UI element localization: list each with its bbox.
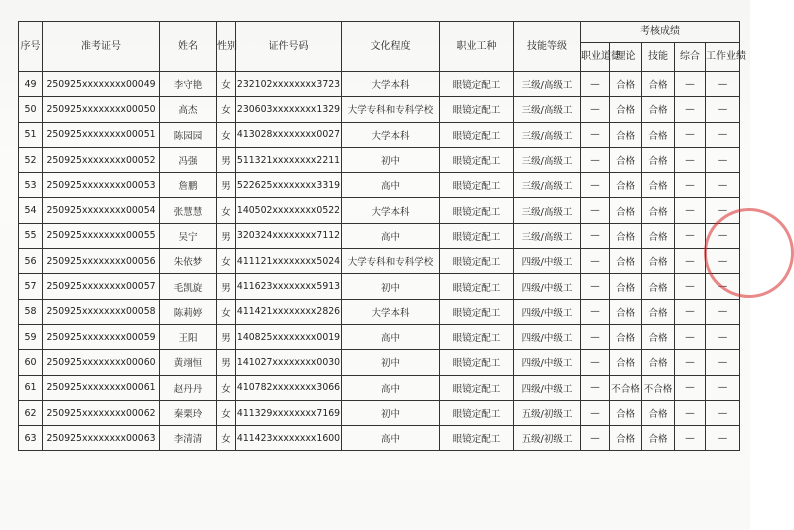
cell-occupation: 眼镜定配工	[440, 223, 514, 248]
header-row-group	[19, 22, 740, 43]
cell-skill-level: 五级/初级工	[514, 400, 581, 425]
cell-theory: 合格	[610, 324, 642, 349]
cell-skill: 合格	[642, 400, 675, 425]
cell-comprehensive: —	[675, 375, 706, 400]
cell-ethics: —	[581, 198, 610, 223]
cell-gender: 女	[217, 198, 236, 223]
cell-name: 赵丹丹	[160, 375, 217, 400]
cell-skill-level: 三级/高级工	[514, 147, 581, 172]
header-skill: 技能	[642, 43, 675, 72]
cell-work-performance: —	[706, 147, 740, 172]
cell-comprehensive: —	[675, 147, 706, 172]
cell-occupation: 眼镜定配工	[440, 426, 514, 451]
cell-id-no: 232102xxxxxxxx3723	[236, 72, 342, 97]
cell-ethics: —	[581, 223, 610, 248]
cell-exam-no: 250925xxxxxxxx00057	[43, 274, 160, 299]
cell-education: 大学本科	[342, 299, 440, 324]
cell-ethics: —	[581, 350, 610, 375]
header-assessment: 考核成绩	[581, 22, 740, 43]
cell-skill-level: 三级/高级工	[514, 198, 581, 223]
cell-education: 大学本科	[342, 72, 440, 97]
cell-exam-no: 250925xxxxxxxx00050	[43, 97, 160, 122]
cell-id-no: 140825xxxxxxxx0019	[236, 324, 342, 349]
table-row	[19, 72, 740, 97]
table-row	[19, 274, 740, 299]
cell-comprehensive: —	[675, 173, 706, 198]
cell-seq: 51	[19, 122, 43, 147]
cell-occupation: 眼镜定配工	[440, 97, 514, 122]
table-body	[19, 72, 740, 451]
cell-name: 冯强	[160, 147, 217, 172]
cell-education: 高中	[342, 426, 440, 451]
cell-work-performance: —	[706, 97, 740, 122]
cell-skill: 合格	[642, 299, 675, 324]
cell-occupation: 眼镜定配工	[440, 173, 514, 198]
cell-ethics: —	[581, 173, 610, 198]
cell-skill: 合格	[642, 147, 675, 172]
cell-comprehensive: —	[675, 299, 706, 324]
cell-skill-level: 四级/中级工	[514, 274, 581, 299]
cell-name: 吴宁	[160, 223, 217, 248]
cell-comprehensive: —	[675, 249, 706, 274]
header-id-no: 证件号码	[236, 22, 342, 72]
table-row	[19, 375, 740, 400]
cell-work-performance: —	[706, 400, 740, 425]
cell-exam-no: 250925xxxxxxxx00054	[43, 198, 160, 223]
cell-skill: 合格	[642, 72, 675, 97]
header-name: 姓名	[160, 22, 217, 72]
cell-work-performance: —	[706, 324, 740, 349]
table-row	[19, 426, 740, 451]
cell-exam-no: 250925xxxxxxxx00058	[43, 299, 160, 324]
cell-theory: 合格	[610, 426, 642, 451]
cell-theory: 合格	[610, 350, 642, 375]
cell-education: 初中	[342, 400, 440, 425]
cell-seq: 55	[19, 223, 43, 248]
cell-ethics: —	[581, 147, 610, 172]
cell-comprehensive: —	[675, 72, 706, 97]
cell-exam-no: 250925xxxxxxxx00052	[43, 147, 160, 172]
cell-ethics: —	[581, 299, 610, 324]
cell-education: 高中	[342, 223, 440, 248]
cell-education: 初中	[342, 274, 440, 299]
table-row	[19, 400, 740, 425]
cell-seq: 56	[19, 249, 43, 274]
cell-theory: 合格	[610, 400, 642, 425]
cell-occupation: 眼镜定配工	[440, 147, 514, 172]
cell-skill-level: 四级/中级工	[514, 299, 581, 324]
cell-work-performance: —	[706, 274, 740, 299]
cell-gender: 男	[217, 350, 236, 375]
cell-seq: 63	[19, 426, 43, 451]
header-work-performance: 工作业绩	[706, 43, 740, 72]
cell-theory: 合格	[610, 147, 642, 172]
cell-ethics: —	[581, 249, 610, 274]
table-row	[19, 223, 740, 248]
cell-seq: 53	[19, 173, 43, 198]
cell-gender: 女	[217, 375, 236, 400]
cell-theory: 合格	[610, 173, 642, 198]
cell-id-no: 413028xxxxxxxx0027	[236, 122, 342, 147]
cell-name: 秦栗玲	[160, 400, 217, 425]
cell-name: 李守艳	[160, 72, 217, 97]
cell-exam-no: 250925xxxxxxxx00063	[43, 426, 160, 451]
cell-name: 陈莉婷	[160, 299, 217, 324]
cell-work-performance: —	[706, 198, 740, 223]
cell-name: 高杰	[160, 97, 217, 122]
header-education: 文化程度	[342, 22, 440, 72]
cell-id-no: 410782xxxxxxxx3066	[236, 375, 342, 400]
cell-skill-level: 四级/中级工	[514, 249, 581, 274]
cell-ethics: —	[581, 274, 610, 299]
header-ethics: 职业道德	[581, 43, 610, 72]
cell-name: 朱依梦	[160, 249, 217, 274]
cell-education: 大学本科	[342, 122, 440, 147]
cell-ethics: —	[581, 324, 610, 349]
cell-gender: 男	[217, 223, 236, 248]
cell-occupation: 眼镜定配工	[440, 122, 514, 147]
cell-name: 毛凯旋	[160, 274, 217, 299]
header-occupation: 职业工种	[440, 22, 514, 72]
header-exam-no: 准考证号	[43, 22, 160, 72]
cell-skill: 合格	[642, 198, 675, 223]
header-theory: 理论	[610, 43, 642, 72]
cell-gender: 女	[217, 97, 236, 122]
table-row	[19, 249, 740, 274]
cell-occupation: 眼镜定配工	[440, 375, 514, 400]
cell-exam-no: 250925xxxxxxxx00060	[43, 350, 160, 375]
cell-skill: 合格	[642, 274, 675, 299]
cell-comprehensive: —	[675, 97, 706, 122]
cell-occupation: 眼镜定配工	[440, 400, 514, 425]
cell-education: 初中	[342, 350, 440, 375]
table-row	[19, 147, 740, 172]
cell-skill-level: 三级/高级工	[514, 173, 581, 198]
cell-theory: 合格	[610, 274, 642, 299]
cell-skill-level: 三级/高级工	[514, 223, 581, 248]
cell-id-no: 411329xxxxxxxx7169	[236, 400, 342, 425]
cell-gender: 女	[217, 400, 236, 425]
cell-work-performance: —	[706, 299, 740, 324]
cell-education: 初中	[342, 147, 440, 172]
cell-id-no: 522625xxxxxxxx3319	[236, 173, 342, 198]
cell-name: 王阳	[160, 324, 217, 349]
cell-id-no: 511321xxxxxxxx2211	[236, 147, 342, 172]
cell-skill-level: 四级/中级工	[514, 350, 581, 375]
cell-work-performance: —	[706, 223, 740, 248]
cell-ethics: —	[581, 375, 610, 400]
cell-skill: 合格	[642, 249, 675, 274]
cell-seq: 61	[19, 375, 43, 400]
cell-exam-no: 250925xxxxxxxx00049	[43, 72, 160, 97]
table-row	[19, 324, 740, 349]
cell-id-no: 411623xxxxxxxx5913	[236, 274, 342, 299]
assessment-results-table	[18, 21, 746, 451]
cell-skill: 合格	[642, 122, 675, 147]
cell-theory: 合格	[610, 122, 642, 147]
cell-skill: 不合格	[642, 375, 675, 400]
cell-seq: 50	[19, 97, 43, 122]
cell-skill: 合格	[642, 350, 675, 375]
cell-theory: 合格	[610, 97, 642, 122]
cell-exam-no: 250925xxxxxxxx00051	[43, 122, 160, 147]
cell-gender: 女	[217, 122, 236, 147]
cell-occupation: 眼镜定配工	[440, 350, 514, 375]
cell-skill: 合格	[642, 426, 675, 451]
cell-skill-level: 三级/高级工	[514, 72, 581, 97]
cell-id-no: 320324xxxxxxxx7112	[236, 223, 342, 248]
cell-gender: 女	[217, 299, 236, 324]
cell-seq: 52	[19, 147, 43, 172]
cell-education: 大学专科和专科学校	[342, 97, 440, 122]
table-row	[19, 299, 740, 324]
cell-occupation: 眼镜定配工	[440, 324, 514, 349]
cell-gender: 男	[217, 274, 236, 299]
cell-id-no: 411421xxxxxxxx2826	[236, 299, 342, 324]
cell-gender: 女	[217, 249, 236, 274]
cell-occupation: 眼镜定配工	[440, 274, 514, 299]
cell-ethics: —	[581, 426, 610, 451]
cell-work-performance: —	[706, 72, 740, 97]
cell-ethics: —	[581, 97, 610, 122]
cell-work-performance: —	[706, 173, 740, 198]
cell-theory: 不合格	[610, 375, 642, 400]
table-row	[19, 350, 740, 375]
cell-gender: 男	[217, 173, 236, 198]
cell-skill-level: 四级/中级工	[514, 375, 581, 400]
cell-skill: 合格	[642, 324, 675, 349]
cell-name: 詹鹏	[160, 173, 217, 198]
cell-education: 高中	[342, 375, 440, 400]
cell-education: 大学专科和专科学校	[342, 249, 440, 274]
cell-comprehensive: —	[675, 122, 706, 147]
cell-work-performance: —	[706, 249, 740, 274]
cell-comprehensive: —	[675, 274, 706, 299]
cell-comprehensive: —	[675, 324, 706, 349]
cell-theory: 合格	[610, 249, 642, 274]
cell-comprehensive: —	[675, 223, 706, 248]
cell-comprehensive: —	[675, 400, 706, 425]
table-row	[19, 198, 740, 223]
cell-gender: 女	[217, 72, 236, 97]
cell-name: 张慧慧	[160, 198, 217, 223]
cell-skill: 合格	[642, 223, 675, 248]
header-comprehensive: 综合	[675, 43, 706, 72]
header-seq: 序号	[19, 22, 43, 72]
table-row	[19, 122, 740, 147]
cell-skill-level: 三级/高级工	[514, 97, 581, 122]
cell-seq: 49	[19, 72, 43, 97]
cell-comprehensive: —	[675, 350, 706, 375]
cell-exam-no: 250925xxxxxxxx00056	[43, 249, 160, 274]
cell-occupation: 眼镜定配工	[440, 72, 514, 97]
cell-gender: 女	[217, 426, 236, 451]
cell-skill-level: 四级/中级工	[514, 324, 581, 349]
cell-theory: 合格	[610, 299, 642, 324]
table-row	[19, 97, 740, 122]
cell-id-no: 141027xxxxxxxx0030	[236, 350, 342, 375]
cell-education: 高中	[342, 324, 440, 349]
cell-seq: 60	[19, 350, 43, 375]
cell-work-performance: —	[706, 375, 740, 400]
cell-skill: 合格	[642, 173, 675, 198]
cell-id-no: 230603xxxxxxxx1329	[236, 97, 342, 122]
cell-work-performance: —	[706, 122, 740, 147]
cell-id-no: 411121xxxxxxxx5024	[236, 249, 342, 274]
cell-work-performance: —	[706, 426, 740, 451]
cell-education: 大学本科	[342, 198, 440, 223]
cell-skill: 合格	[642, 97, 675, 122]
cell-exam-no: 250925xxxxxxxx00059	[43, 324, 160, 349]
cell-seq: 57	[19, 274, 43, 299]
cell-name: 黄翊恒	[160, 350, 217, 375]
cell-seq: 62	[19, 400, 43, 425]
cell-gender: 男	[217, 147, 236, 172]
cell-occupation: 眼镜定配工	[440, 249, 514, 274]
cell-exam-no: 250925xxxxxxxx00053	[43, 173, 160, 198]
cell-seq: 59	[19, 324, 43, 349]
header-skill-level: 技能等级	[514, 22, 581, 72]
cell-education: 高中	[342, 173, 440, 198]
cell-id-no: 140502xxxxxxxx0522	[236, 198, 342, 223]
cell-occupation: 眼镜定配工	[440, 299, 514, 324]
cell-ethics: —	[581, 400, 610, 425]
cell-comprehensive: —	[675, 198, 706, 223]
cell-exam-no: 250925xxxxxxxx00055	[43, 223, 160, 248]
cell-seq: 54	[19, 198, 43, 223]
cell-occupation: 眼镜定配工	[440, 198, 514, 223]
cell-comprehensive: —	[675, 426, 706, 451]
cell-name: 陈园园	[160, 122, 217, 147]
cell-theory: 合格	[610, 223, 642, 248]
header-gender: 性别	[217, 22, 236, 72]
cell-ethics: —	[581, 72, 610, 97]
cell-ethics: —	[581, 122, 610, 147]
cell-name: 李清清	[160, 426, 217, 451]
cell-skill-level: 五级/初级工	[514, 426, 581, 451]
cell-theory: 合格	[610, 198, 642, 223]
cell-gender: 男	[217, 324, 236, 349]
table-row	[19, 173, 740, 198]
cell-work-performance: —	[706, 350, 740, 375]
cell-exam-no: 250925xxxxxxxx00062	[43, 400, 160, 425]
cell-exam-no: 250925xxxxxxxx00061	[43, 375, 160, 400]
cell-seq: 58	[19, 299, 43, 324]
cell-skill-level: 三级/高级工	[514, 122, 581, 147]
cell-theory: 合格	[610, 72, 642, 97]
cell-id-no: 411423xxxxxxxx1600	[236, 426, 342, 451]
